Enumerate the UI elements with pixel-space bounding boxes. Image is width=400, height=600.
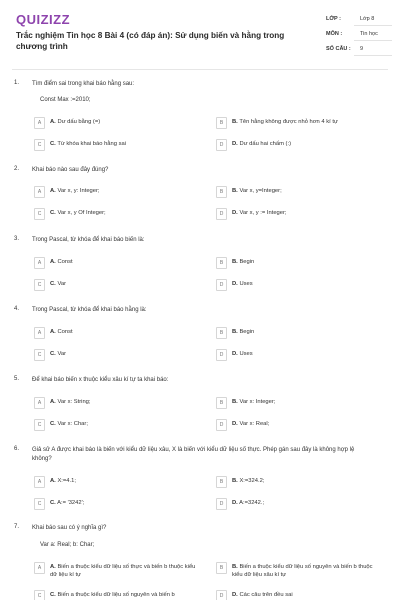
option-letter-box: C — [34, 419, 45, 431]
option-key: A. — [50, 259, 56, 265]
option-a[interactable] — [34, 561, 199, 578]
question-text: Trong Pascal, từ khóa để khai báo biến là: — [32, 237, 145, 243]
meta-class-value: Lớp 8 — [360, 16, 375, 22]
option-key: A. — [50, 564, 56, 570]
option-letter-box: D — [216, 208, 227, 220]
question-text: Khai báo sau có ý nghĩa gì? — [32, 525, 107, 531]
question-code: Var a: Real; b: Char; — [40, 542, 95, 548]
option-key: C. — [50, 592, 56, 598]
option-c[interactable] — [34, 497, 199, 511]
meta-divider — [354, 55, 392, 56]
option-key: B. — [232, 399, 238, 405]
option-b[interactable] — [216, 475, 381, 489]
option-letter-box: D — [216, 498, 227, 510]
question-text: Để khai báo biến x thuộc kiểu xâu kí tự ta khai báo: — [32, 377, 169, 383]
page-title: Trắc nghiệm Tin học 8 Bài 4 (có đáp án): Sử dụng biến và hằng trong chương trình — [16, 31, 285, 51]
question-code: Const Max :=2010; — [40, 97, 91, 103]
option-a[interactable] — [34, 256, 199, 270]
option-letter-box: A — [34, 562, 45, 574]
option-text: X:=324.2; — [239, 478, 265, 484]
question-text: Khai báo nào sau đây đúng? — [32, 167, 109, 173]
option-text: Biến a thuộc kiểu dữ liệu số nguyên và biến b thuộc kiểu dữ liệu xâu kí tự — [232, 564, 373, 578]
option-letter-box: B — [216, 117, 227, 129]
worksheet-header — [0, 0, 400, 70]
option-letter-box: C — [34, 208, 45, 220]
question-text: Trong Pascal, từ khóa để khai báo hằng là: — [32, 307, 147, 313]
option-key: D. — [232, 421, 238, 427]
option-b[interactable] — [216, 116, 381, 130]
option-key: C. — [50, 281, 56, 287]
option-key: C. — [50, 351, 56, 357]
option-b[interactable] — [216, 326, 381, 340]
option-key: D. — [232, 141, 238, 147]
option-text: Uses — [239, 281, 253, 287]
option-d[interactable] — [216, 207, 381, 221]
option-letter-box: D — [216, 279, 227, 291]
option-d[interactable] — [216, 278, 381, 292]
option-text: Dư dấu hai chấm (:) — [239, 141, 292, 147]
option-c[interactable] — [34, 278, 199, 292]
option-b[interactable] — [216, 561, 381, 578]
option-c[interactable] — [34, 418, 199, 432]
option-key: B. — [232, 329, 238, 335]
option-text: Var x, y=Integer; — [239, 188, 282, 194]
option-c[interactable] — [34, 138, 199, 152]
option-key: A. — [50, 188, 56, 194]
option-text: Const — [57, 329, 73, 335]
option-text: X:=4.1; — [57, 478, 76, 484]
option-d[interactable] — [216, 497, 381, 511]
option-c[interactable] — [34, 207, 199, 221]
option-a[interactable] — [34, 326, 199, 340]
option-letter-box: B — [216, 562, 227, 574]
option-text: Uses — [239, 351, 253, 357]
question-number: 3. — [14, 236, 20, 242]
option-text: A:=3242.; — [239, 500, 265, 506]
option-key: B. — [232, 478, 238, 484]
option-c[interactable] — [34, 348, 199, 362]
meta-class-label: LỚP : — [326, 16, 341, 22]
option-key: C. — [50, 141, 56, 147]
question-text: Giả sử A được khai báo là biến với kiểu dữ liệu xâu, X là biến với kiểu dữ liệu số thực. Phép gán sau đây là không hợp lệ không? — [32, 447, 355, 462]
option-letter-box: D — [216, 590, 227, 600]
option-text: Begin — [239, 259, 255, 265]
option-a[interactable] — [34, 116, 199, 130]
option-letter-box: A — [34, 186, 45, 198]
option-key: A. — [50, 329, 56, 335]
option-c[interactable] — [34, 589, 199, 600]
option-letter-box: C — [34, 590, 45, 600]
option-key: C. — [50, 210, 56, 216]
question-number: 4. — [14, 306, 20, 312]
option-key: D. — [232, 592, 238, 598]
question-number: 6. — [14, 446, 20, 452]
quizizz-logo: QUIZIZZ — [16, 12, 71, 27]
option-key: A. — [50, 119, 56, 125]
header-divider — [12, 69, 388, 70]
option-b[interactable] — [216, 185, 381, 199]
option-text: Var x, y Of Integer; — [57, 210, 106, 216]
meta-count-value: 9 — [360, 46, 364, 52]
meta-divider — [354, 25, 392, 26]
option-key: B. — [232, 564, 238, 570]
option-letter-box: B — [216, 327, 227, 339]
option-b[interactable] — [216, 256, 381, 270]
option-d[interactable] — [216, 138, 381, 152]
option-key: A. — [50, 399, 56, 405]
option-letter-box: C — [34, 349, 45, 361]
option-letter-box: B — [216, 186, 227, 198]
meta-subject-value: Tin học — [360, 31, 378, 37]
option-letter-box: C — [34, 498, 45, 510]
option-text: Var x: Char; — [57, 421, 88, 427]
option-text: Các câu trên đều sai — [239, 592, 293, 598]
option-key: B. — [232, 119, 238, 125]
option-letter-box: A — [34, 476, 45, 488]
option-text: Biến a thuộc kiểu dữ liệu số nguyên và biến b — [57, 592, 175, 598]
option-d[interactable] — [216, 589, 381, 600]
question-number: 5. — [14, 376, 20, 382]
option-letter-box: B — [216, 397, 227, 409]
meta-count-label: SỐ CÂU : — [326, 46, 351, 52]
question-text: Tìm điểm sai trong khai báo hằng sau: — [32, 81, 135, 87]
option-letter-box: B — [216, 476, 227, 488]
option-letter-box: D — [216, 139, 227, 151]
option-key: D. — [232, 281, 238, 287]
option-a[interactable] — [34, 475, 199, 489]
option-text: Begin — [239, 329, 255, 335]
meta-divider — [354, 40, 392, 41]
option-key: B. — [232, 188, 238, 194]
option-letter-box: A — [34, 117, 45, 129]
option-letter-box: D — [216, 349, 227, 361]
option-letter-box: A — [34, 327, 45, 339]
option-key: D. — [232, 500, 238, 506]
option-text: Tên hằng không được nhỏ hơn 4 kí tự — [239, 119, 338, 125]
option-d[interactable] — [216, 418, 381, 432]
option-text: Var — [57, 281, 67, 287]
option-letter-box: A — [34, 397, 45, 409]
option-text: Từ khóa khai báo hằng sai — [57, 141, 126, 147]
option-key: C. — [50, 500, 56, 506]
option-a[interactable] — [34, 396, 199, 410]
question-number: 2. — [14, 166, 20, 172]
question-number: 7. — [14, 524, 20, 530]
option-text: Var x, y := Integer; — [239, 210, 287, 216]
option-a[interactable] — [34, 185, 199, 199]
option-letter-box: B — [216, 257, 227, 269]
option-text: A:= '3242'; — [57, 500, 85, 506]
option-d[interactable] — [216, 348, 381, 362]
option-b[interactable] — [216, 396, 381, 410]
option-text: Var x: Real; — [239, 421, 270, 427]
option-letter-box: C — [34, 279, 45, 291]
option-text: Var — [57, 351, 67, 357]
option-text: Const — [57, 259, 73, 265]
option-key: A. — [50, 478, 56, 484]
question-number: 1. — [14, 80, 20, 86]
option-text: Biến a thuộc kiểu dữ liệu số thực và biến b thuộc kiểu dữ liệu kí tự — [50, 564, 196, 578]
option-letter-box: D — [216, 419, 227, 431]
option-text: Dư dấu bằng (=) — [57, 119, 101, 125]
option-key: D. — [232, 210, 238, 216]
option-text: Var x, y: Integer; — [57, 188, 100, 194]
option-text: Var x: String; — [57, 399, 91, 405]
option-letter-box: A — [34, 257, 45, 269]
option-key: C. — [50, 421, 56, 427]
option-letter-box: C — [34, 139, 45, 151]
option-text: Var x: Integer; — [239, 399, 276, 405]
meta-subject-label: MÔN : — [326, 31, 343, 37]
option-key: B. — [232, 259, 238, 265]
option-key: D. — [232, 351, 238, 357]
